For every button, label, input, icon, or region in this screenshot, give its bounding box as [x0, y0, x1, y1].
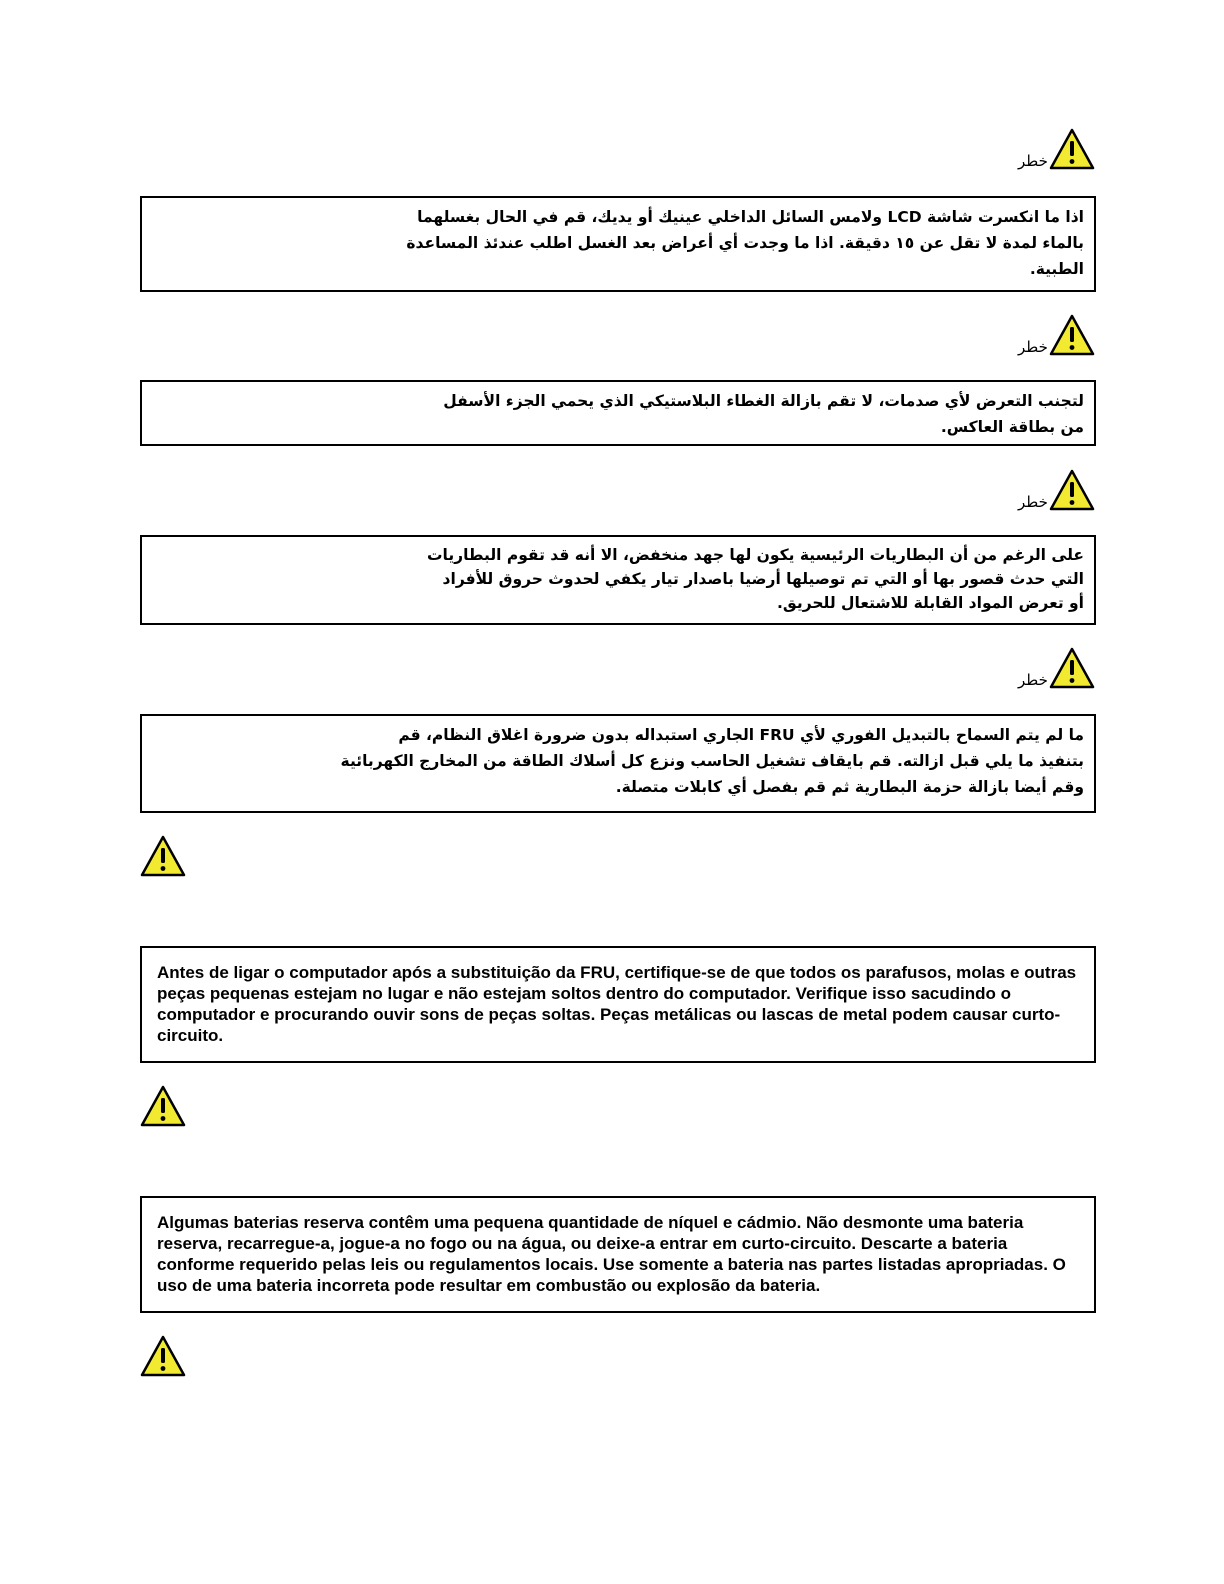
caution-notice-box [140, 1196, 1096, 1313]
notice-line: اذا ما انكسرت شاشة LCD ولامس السائل الداخلي عينيك أو يديك، قم في الحال بغسلهما [417, 208, 1084, 226]
warning-triangle-icon [1049, 647, 1095, 689]
danger-label: خطر [1018, 338, 1048, 356]
notice-line: على الرغم من أن البطاريات الرئيسية يكون لها جهد منخفض، الا أنه قد تقوم البطاريات [426, 546, 1084, 564]
danger-label: خطر [1018, 493, 1048, 511]
notice-line: لتجنب التعرض لأي صدمات، لا تقم بازالة الغطاء البلاستيكي الذي يحمي الجزء الأسفل [443, 392, 1084, 410]
danger-label: خطر [1018, 671, 1048, 689]
notice-line: وقم أيضا بازالة حزمة البطارية ثم قم بفصل أي كابلات متصلة. [615, 778, 1084, 796]
warning-triangle-icon [1049, 314, 1095, 356]
caution-text: Antes de ligar o computador após a substituição da FRU, certifique-se de que todos os parafusos, molas e outras peças pequenas estejam no lugar e não estejam soltos dentro do computador. Verifique isso sacudindo o computador e procurando ouvir sons de peças soltas. Peças metálicas ou lascas de metal podem causar curto-circuito. [157, 963, 1077, 1045]
warning-triangle-icon [1049, 469, 1095, 511]
notice-line: بالماء لمدة لا تقل عن ١٥ دقيقة. اذا ما وجدت أي أعراض بعد الغسل اطلب عندئذ المساعدة [406, 234, 1084, 252]
warning-triangle-icon [1049, 128, 1095, 170]
notice-line: الطبية. [1029, 260, 1084, 278]
danger-notice-box [140, 196, 1096, 292]
caution-notice-box [140, 946, 1096, 1063]
notice-line: بتنفيذ ما يلي قبل ازالته. قم بايقاف تشغيل الحاسب ونزع كل أسلاك الطاقة من المخارج الكهربائية [340, 752, 1084, 770]
warning-triangle-icon [140, 835, 186, 877]
notice-line: من بطاقة العاكس. [940, 418, 1084, 436]
notice-line: ما لم يتم السماح بالتبديل الفوري لأي FRU الجاري استبداله بدون ضرورة اغلاق النظام، قم [398, 726, 1084, 744]
caution-text: Algumas baterias reserva contêm uma pequena quantidade de níquel e cádmio. Não desmonte uma bateria reserva, recarregue-a, jogue-a no fogo ou na água, ou deixe-a entrar em curto-circuito. Descarte a bateria conforme requerido pelas leis ou regulamentos locais. Use somente a bateria nas partes listadas apropriadas. O uso de uma bateria incorreta pode resultar em combustão ou explosão da bateria. [157, 1213, 1066, 1295]
danger-notice-box [140, 714, 1096, 813]
danger-notice-box [140, 380, 1096, 446]
notice-line: أو تعرض المواد القابلة للاشتعال للحريق. [777, 594, 1084, 612]
notice-line: التي حدث قصور بها أو التي تم توصيلها أرضيا باصدار تيار يكفي لحدوث حروق للأفراد [442, 570, 1084, 588]
danger-label: خطر [1018, 152, 1048, 170]
warning-triangle-icon [140, 1335, 186, 1377]
danger-notice-box [140, 535, 1096, 625]
warning-triangle-icon [140, 1085, 186, 1127]
